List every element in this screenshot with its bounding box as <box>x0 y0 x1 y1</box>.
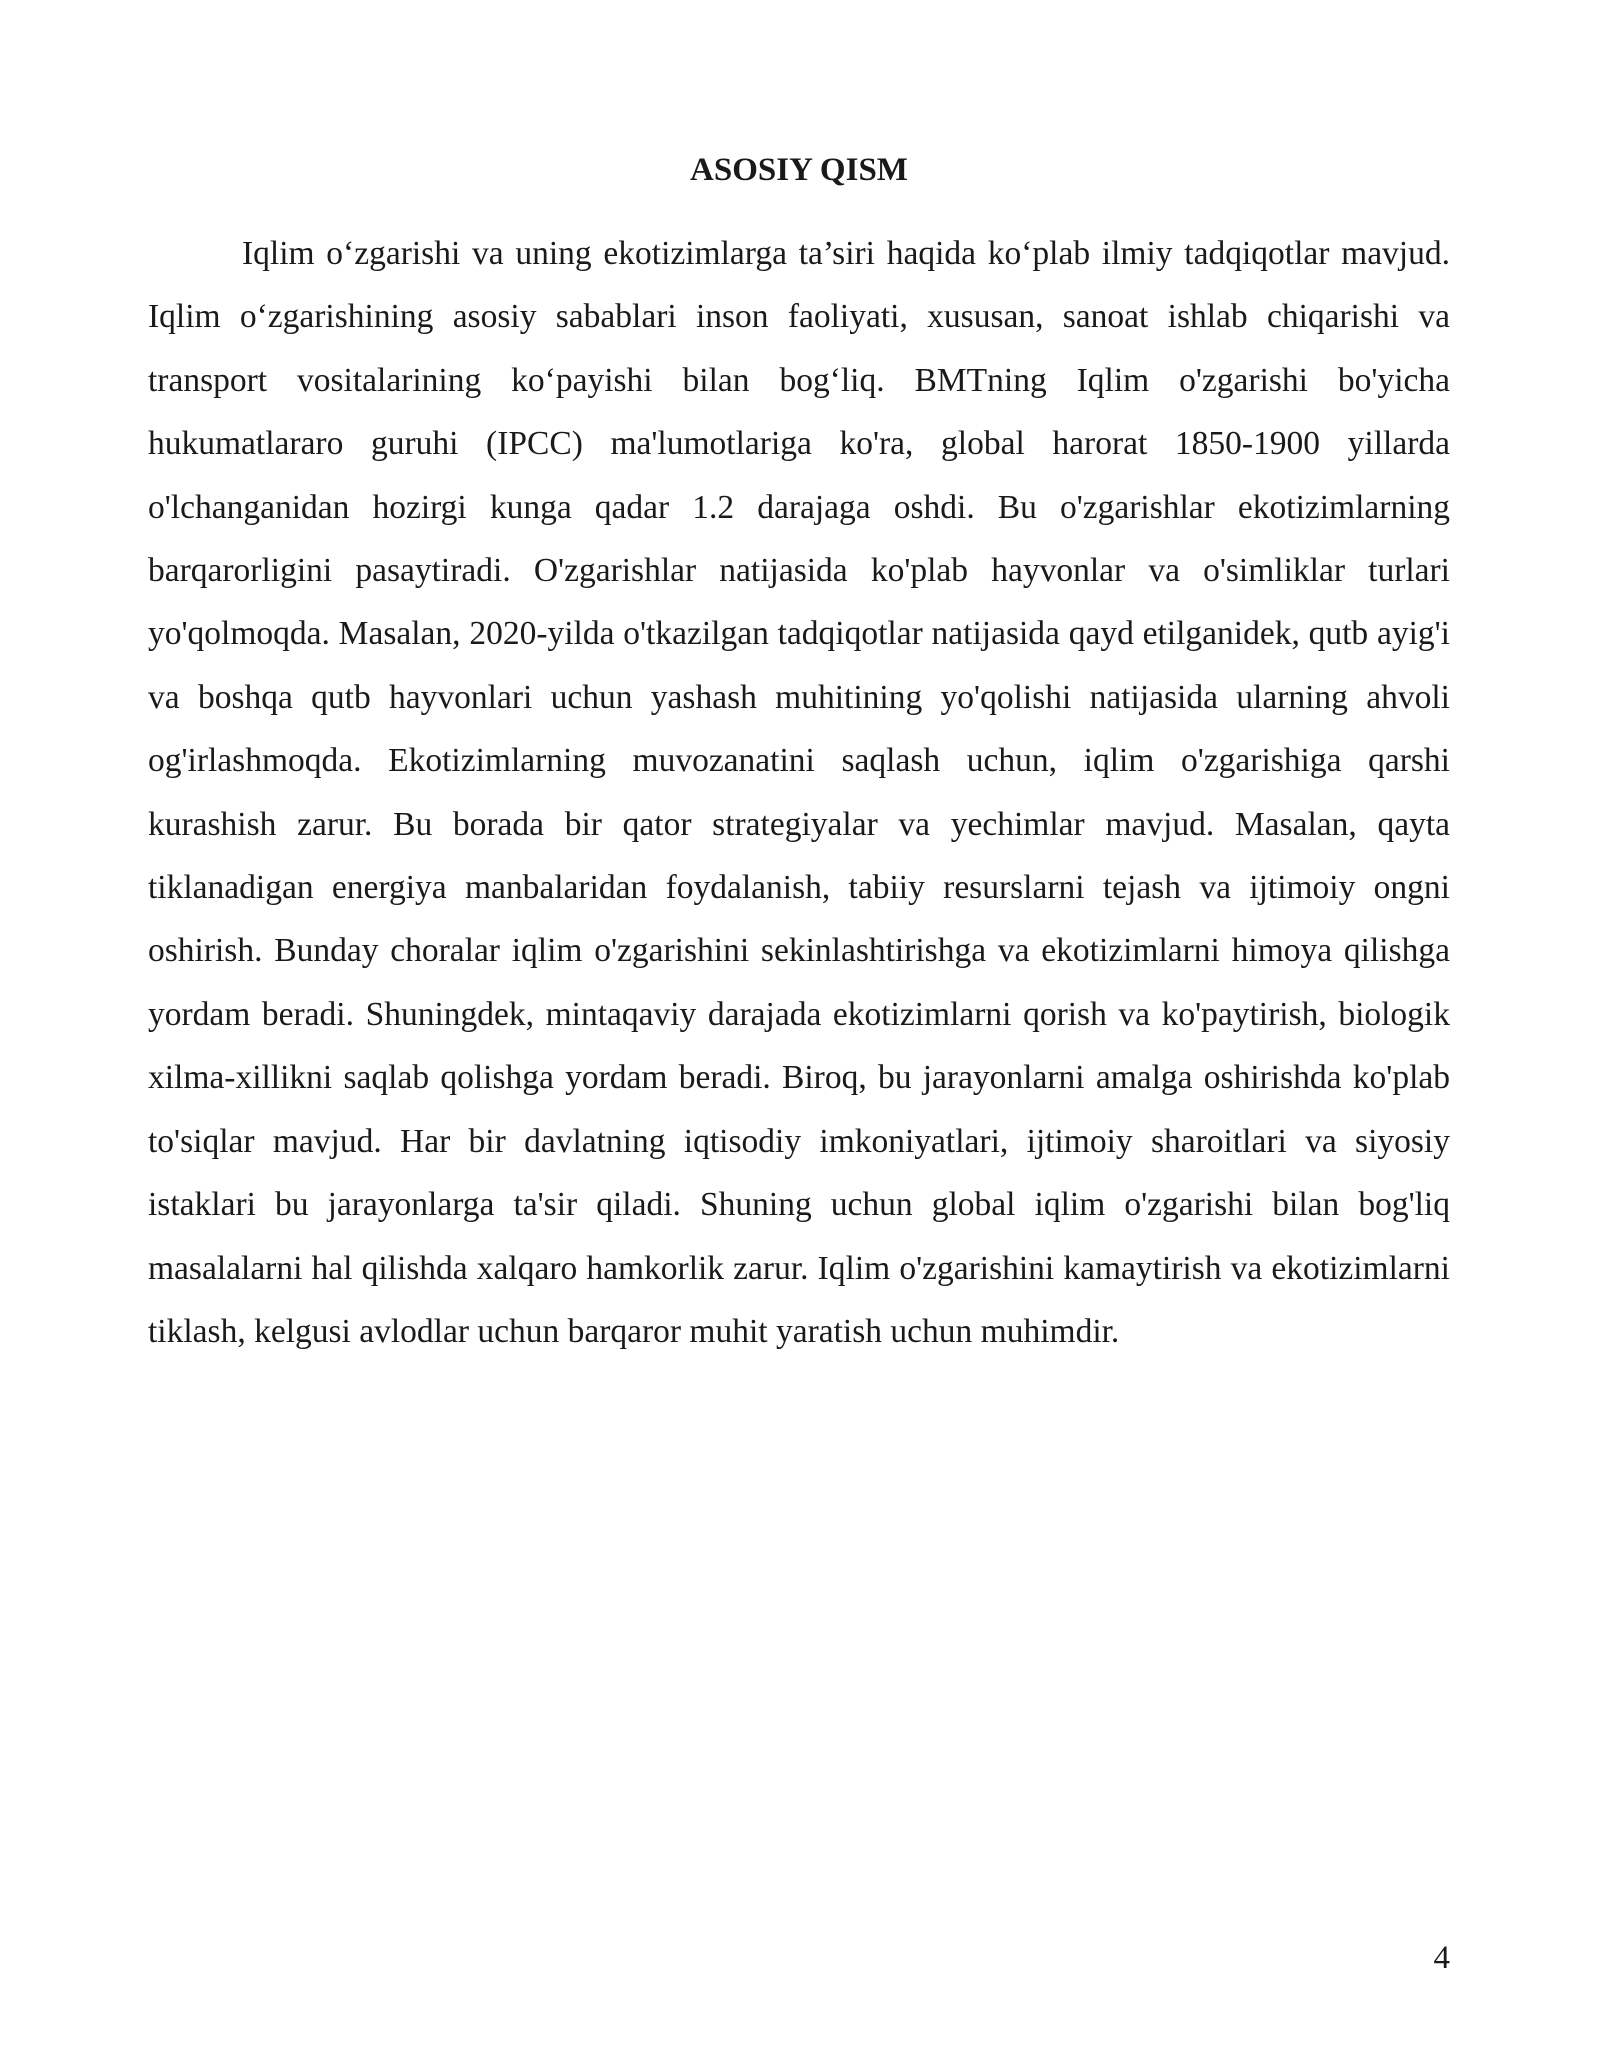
body-paragraph: Iqlim o‘zgarishi va uning ekotizimlarga ta’siri haqida ko‘plab ilmiy tadqiqotlar mavjud. Iqlim o‘zgarishining asosiy sabablari inson faoliyati, xususan, sanoat ishlab chiqarishi va transport vositalarining ko‘payishi bilan bog‘liq. BMTning Iqlim o'zgarishi bo'yicha hukumatlararo guruhi (IPCC) ma'lumotlariga ko'ra, global harorat 1850-1900 yillarda o'lchanganidan hozirgi kunga qadar 1.2 darajaga oshdi. Bu o'zgarishlar ekotizimlarning barqarorligini pasaytiradi. O'zgarishlar natijasida ko'plab hayvonlar va o'simliklar turlari yo'qolmoqda. Masalan, 2020-yilda o'tkazilgan tadqiqotlar natijasida qayd etilganidek, qutb ayig'i va boshqa qutb hayvonlari uchun yashash muhitining yo'qolishi natijasida ularning ahvoli og'irlashmoqda. Ekotizimlarning muvozanatini saqlash uchun, iqlim o'zgarishiga qarshi kurashish zarur. Bu borada bir qator strategiyalar va yechimlar mavjud. Masalan, qayta tiklanadigan energiya manbalaridan foydalanish, tabiiy resurslarni tejash va ijtimoiy ongni oshirish. Bunday choralar iqlim o'zgarishini sekinlashtirishga va ekotizimlarni himoya qilishga yordam beradi. Shuningdek, mintaqaviy darajada ekotizimlarni qorish va ko'paytirish, biologik xilma-xillikni saqlab qolishga yordam beradi. Biroq, bu jarayonlarni amalga oshirishda ko'plab to'siqlar mavjud. Har bir davlatning iqtisodiy imkoniyatlari, ijtimoiy sharoitlari va siyosiy istaklari bu jarayonlarga ta'sir qiladi. Shuning uchun global iqlim o'zgarishi bilan bog'liq masalalarni hal qilishda xalqaro hamkorlik zarur. Iqlim o'zgarishini kamaytirish va ekotizimlarni tiklash, kelgusi avlodlar uchun barqaror muhit yaratish uchun muhimdir. <box>148 235 1450 1350</box>
section-heading: ASOSIY QISM <box>690 152 908 188</box>
page-number: 4 <box>1433 1940 1450 1976</box>
